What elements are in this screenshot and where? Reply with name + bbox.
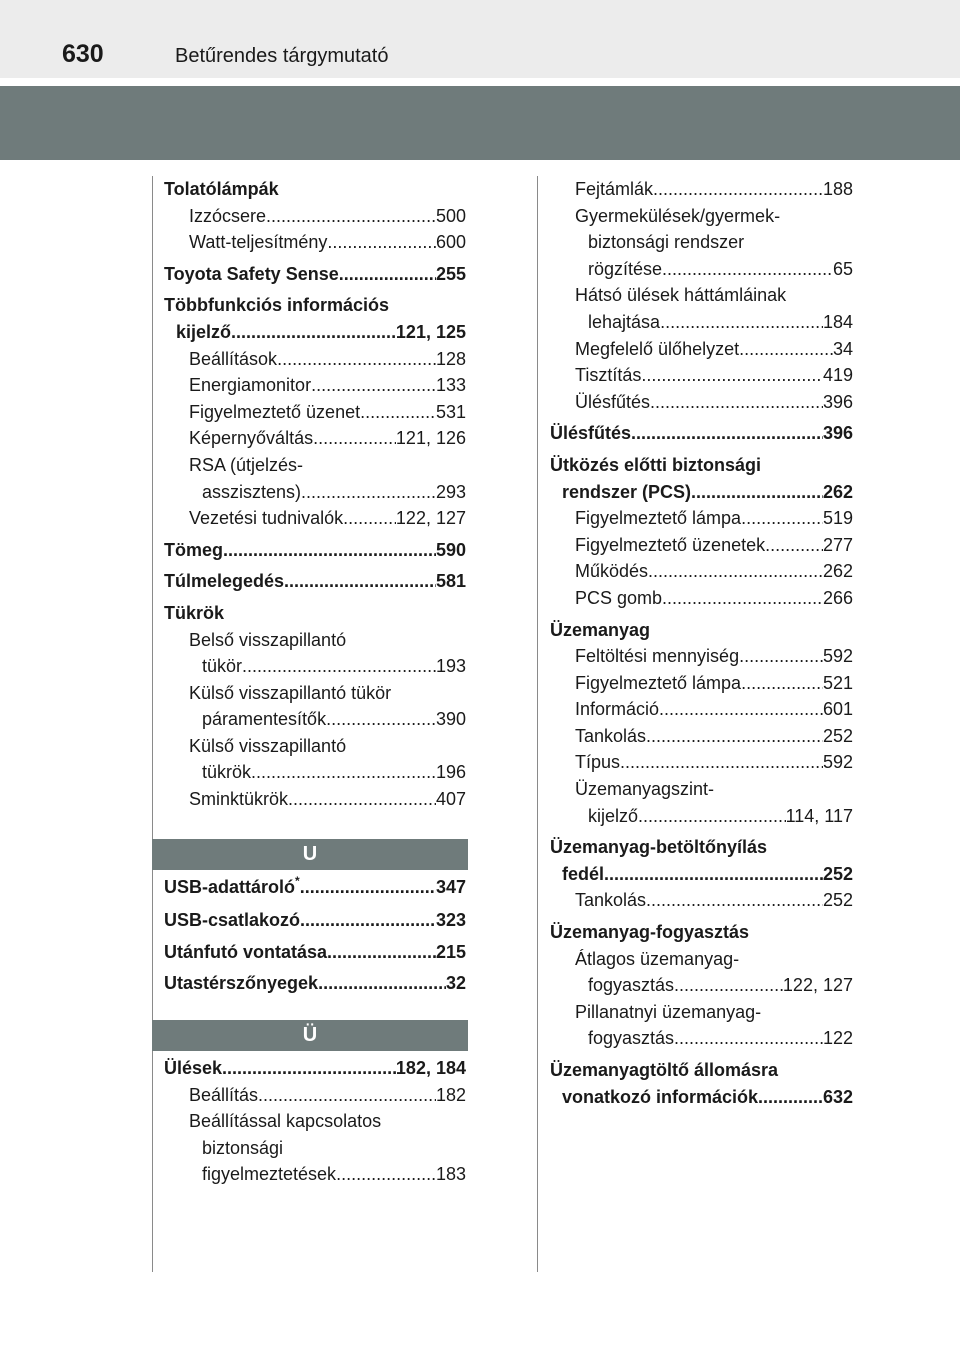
index-entry: Energiamonitor ..... 133	[164, 372, 466, 399]
index-entry: Tankolás ..... 252	[550, 723, 853, 750]
index-entry: tükrök ..... 196	[164, 759, 466, 786]
center-column-divider	[537, 176, 538, 1272]
index-entry: figyelmeztetések ..... 183	[164, 1161, 466, 1188]
index-entry: rendszer (PCS) ..... 262	[550, 479, 853, 506]
index-entry: Figyelmeztető lámpa ..... 519	[550, 505, 853, 532]
index-entry: kijelző ..... 114, 117	[550, 803, 853, 830]
index-entry: Információ ..... 601	[550, 696, 853, 723]
header-band	[0, 86, 960, 160]
index-entry: PCS gomb ..... 266	[550, 585, 853, 612]
index-entry: Utastérszőnyegek ..... 32	[164, 970, 466, 997]
index-entry: fogyasztás ..... 122	[550, 1025, 853, 1052]
index-entry: Tolatólámpák	[164, 179, 279, 199]
index-entry: Belső visszapillantó	[189, 629, 347, 650]
index-column-right	[550, 176, 853, 1110]
index-entry: Üzemanyag-fogyasztás	[550, 922, 750, 943]
index-entry: Fejtámlák ..... 188	[550, 176, 853, 203]
index-entry: Pillanatnyi üzemanyag-	[575, 1001, 762, 1022]
index-entry: Ülésfűtés ..... 396	[550, 420, 853, 447]
index-entry: USB-csatlakozó ..... 323	[164, 907, 466, 934]
section-header-uu: Ü	[152, 1020, 468, 1051]
page-title: Betűrendes tárgymutató	[175, 45, 389, 67]
index-entry: Üzemanyag-betöltőnyílás	[550, 837, 768, 858]
index-entry: rögzítése ..... 65	[550, 256, 853, 283]
index-entry: Tankolás ..... 252	[550, 887, 853, 914]
index-entry: Figyelmeztető üzenet ..... 531	[164, 399, 466, 426]
index-entry: Hátsó ülések háttámláinak	[575, 285, 787, 306]
index-entry: RSA (útjelzés-	[189, 454, 304, 475]
index-entry: Beállítással kapcsolatos	[189, 1111, 382, 1132]
index-entry: lehajtása ..... 184	[550, 309, 853, 336]
index-entry: Üzemanyagszint-	[575, 779, 715, 800]
index-column-left	[164, 176, 466, 1188]
index-entry: Üzemanyag	[550, 619, 651, 640]
index-entry: Ütközés előtti biztonsági	[550, 454, 762, 475]
page-number: 630	[62, 40, 104, 68]
header-bar	[0, 0, 960, 78]
index-entry: Külső visszapillantó tükör	[189, 682, 392, 703]
index-entry: biztonsági	[202, 1137, 284, 1158]
index-entry: Többfunkciós információs	[164, 295, 390, 316]
index-entry: Túlmelegedés ..... 581	[164, 568, 466, 595]
index-entry: Tükrök	[164, 602, 225, 623]
index-entry: páramentesítők ..... 390	[164, 706, 466, 733]
index-entry: Működés ..... 262	[550, 558, 853, 585]
index-entry: asszisztens) ..... 293	[164, 479, 466, 506]
index-entry: Képernyőváltás ..... 121, 126	[164, 425, 466, 452]
section-header-u: U	[152, 839, 468, 870]
index-entry: Gyermekülések/gyermek-	[575, 205, 781, 226]
index-entry: Figyelmeztető üzenetek ..... 277	[550, 532, 853, 559]
index-entry: Figyelmeztető lámpa ..... 521	[550, 670, 853, 697]
index-entry: kijelző ..... 121, 125	[164, 319, 466, 346]
index-entry: Külső visszapillantó	[189, 735, 347, 756]
index-entry: Ülések ..... 182, 184	[164, 1055, 466, 1082]
index-entry: vonatkozó információk ..... 632	[550, 1084, 853, 1111]
index-entry: Típus ..... 592	[550, 749, 853, 776]
index-entry: USB-adattároló * ..... 347	[164, 874, 466, 903]
index-entry: Átlagos üzemanyag-	[575, 948, 740, 969]
index-entry: Vezetési tudnivalók ..... 122, 127	[164, 505, 466, 532]
index-entry: Megfelelő ülőhelyzet ..... 34	[550, 336, 853, 363]
index-entry: Sminktükrök ..... 407	[164, 786, 466, 813]
index-entry: Utánfutó vontatása ..... 215	[164, 939, 466, 966]
index-entry: Tömeg ..... 590	[164, 537, 466, 564]
index-entry: Beállítás ..... 182	[164, 1082, 466, 1109]
index-entry: Ülésfűtés ..... 396	[550, 389, 853, 416]
index-entry: Beállítások ..... 128	[164, 346, 466, 373]
index-entry: tükör ..... 193	[164, 653, 466, 680]
index-entry: Tisztítás ..... 419	[550, 362, 853, 389]
index-entry: Izzócsere ..... 500	[164, 203, 466, 230]
left-column-divider	[152, 176, 153, 1272]
index-entry: fogyasztás ..... 122, 127	[550, 972, 853, 999]
index-entry: Toyota Safety Sense ..... 255	[164, 261, 466, 288]
index-entry: Üzemanyagtöltő állomásra	[550, 1060, 779, 1080]
index-entry: fedél ..... 252	[550, 861, 853, 888]
index-entry: Feltöltési mennyiség ..... 592	[550, 643, 853, 670]
index-entry: biztonsági rendszer	[588, 232, 745, 253]
index-entry: Watt-teljesítmény ..... 600	[164, 229, 466, 256]
